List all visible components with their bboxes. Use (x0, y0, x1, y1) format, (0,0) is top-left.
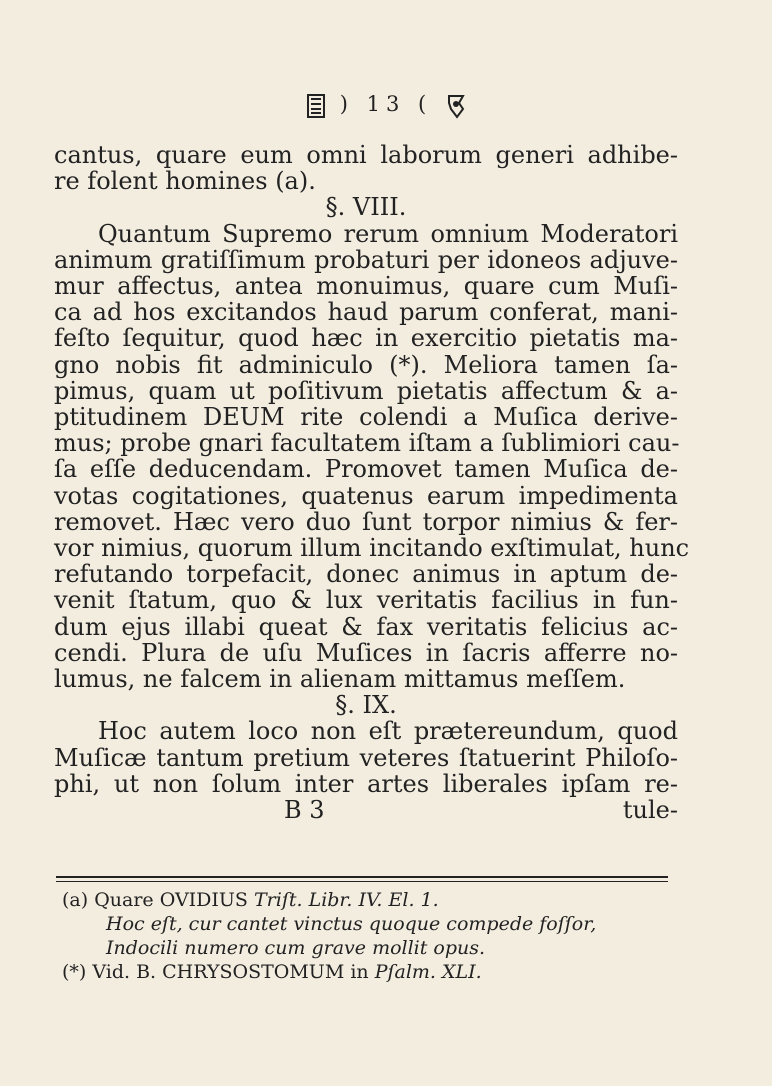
text-line: cantus, quare eum omni laborum generi adhibe- (54, 141, 678, 169)
text-line: Hoc autem loco non eſt prætereundum, quod (98, 717, 678, 746)
header-right-bracket: ( (418, 92, 433, 116)
footnote-star-marker: (*) (62, 961, 87, 983)
footnotes (62, 888, 672, 984)
text-line: venit ſtatum, quo & lux veritatis facilius in fun- (54, 586, 678, 615)
text-line: feſto ſequitur, quod hæc in exercitio pietatis ma- (54, 324, 678, 353)
signature-catchword-line (54, 797, 678, 823)
footnote-a-verse-1: Hoc eſt, cur cantet vinctus quoque compede foſſor, (106, 913, 597, 935)
text-line: refutando torpefacit, donec animus in aptum de- (54, 560, 678, 589)
text-line: pimus, quam ut poſitivum pietatis affectum & a- (54, 376, 678, 405)
text-line: Quantum Supremo rerum omnium Moderatori (98, 219, 678, 248)
text-line: dum ejus illabi queat & fax veritatis felicius ac- (54, 612, 678, 641)
text-line: lumus, ne falcem in alienam mittamus meſſem. (54, 665, 626, 694)
text-line: mur affectus, antea monuimus, quare cum Muſi- (54, 272, 678, 301)
main-text (54, 141, 690, 825)
text-line: re folent homines (a). (54, 167, 316, 196)
section-heading: §. IX. (335, 691, 397, 720)
text-line: cendi. Plura de uſu Muſices in ſacris afferre no- (54, 638, 678, 667)
text-line: vor nimius, quorum illum incitando exſtimulat, hunc (54, 534, 690, 563)
text-line: ſa eſſe deducendam. Promovet tamen Muſica de- (54, 455, 678, 484)
footnote-a-ref: Quare OVIDIUS (94, 889, 248, 911)
signature-mark: B 3 (284, 796, 325, 825)
footnote-a-ref-italic: Triſt. Libr. IV. El. 1. (254, 889, 439, 911)
footnote-rule (56, 876, 668, 882)
footnote-a-marker: (a) (62, 889, 89, 911)
text-line: ptitudinem DEUM rite colendi a Muſica derive- (54, 403, 678, 432)
header-left-bracket: ) (339, 92, 354, 116)
footnote-a (62, 888, 672, 912)
text-line: ca ad hos excitandos haud parum conferat, mani- (54, 298, 678, 327)
footnote-star-ref-italic: Pſalm. XLI. (374, 961, 482, 983)
catchword: tule- (622, 796, 678, 825)
left-ornament-icon (305, 93, 327, 119)
page-number: 13 (366, 92, 406, 116)
text-line: mus; probe gnari facultatem iſtam a ſublimiori cau- (54, 429, 680, 458)
text-line: phi, ut non ſolum inter artes liberales ipſam re- (54, 769, 678, 798)
section-heading: §. VIII. (325, 193, 407, 222)
right-ornament-icon (445, 93, 467, 119)
text-line: gno nobis fit adminiculo (*). Meliora tamen ſa- (54, 350, 678, 379)
text-line: votas cogitationes, quatenus earum impedimenta (54, 481, 678, 510)
text-line: Muſicæ tantum pretium veteres ſtatuerint Philoſo- (54, 743, 678, 772)
footnote-star (62, 960, 672, 984)
footnote-a-verse-2: Indocili numero cum grave mollit opus. (106, 937, 486, 959)
text-line: removet. Hæc vero duo ſunt torpor nimius & fer- (54, 507, 678, 536)
text-line: animum gratiſſimum probaturi per idoneos adjuve- (54, 245, 678, 274)
running-header (0, 92, 772, 119)
footnote-star-ref: Vid. B. CHRYSOSTOMUM in (92, 961, 369, 983)
